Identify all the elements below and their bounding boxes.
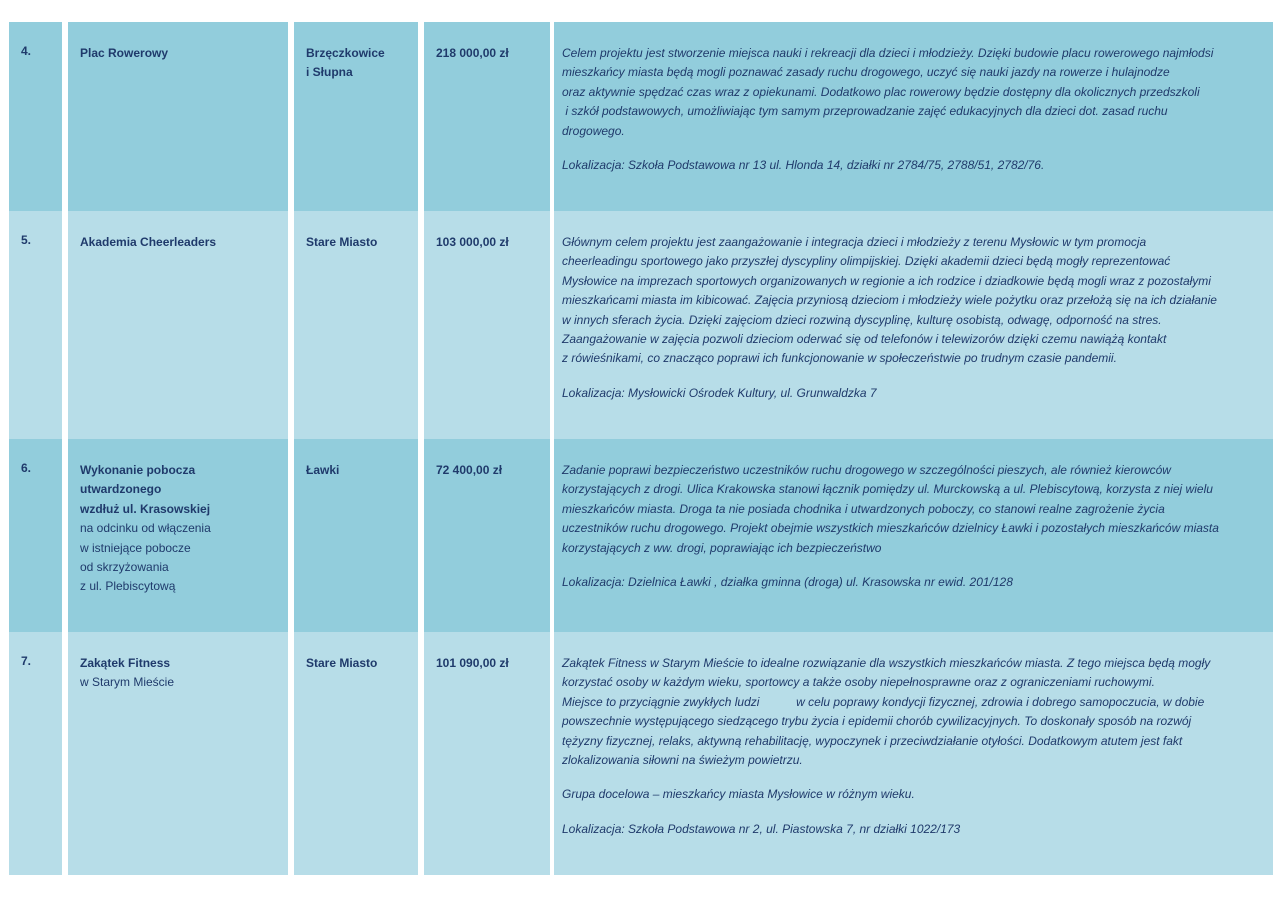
- description-line: mieszkańcami miasta im kibicować. Zajęcia przyniosą dzieciom i młodzieży wiele pożytku oraz przełożą się na ich działanie: [562, 293, 1217, 308]
- description-line: cheerleadingu sportowego jako przyszłej dyscypliny olimpijskiej. Dzięki akademii dzieci będą mogły reprezentować: [562, 254, 1171, 269]
- project-price: 101 090,00 zł: [436, 656, 509, 670]
- district-line: Stare Miasto: [306, 235, 378, 249]
- description-line: w innych sferach życia. Dzięki zajęciom dzieci rozwiną dyscyplinę, kulturę osobistą, odwagę, odporność na stres.: [562, 312, 1162, 327]
- project-name-cell: [68, 439, 288, 632]
- district-cell: [294, 22, 418, 211]
- description-line: Głównym celem projektu jest zaangażowanie i integracja dzieci i młodzieży z terenu Mysłowic w tym promocja: [562, 235, 1147, 249]
- district-cell: [294, 211, 418, 439]
- district-name: [306, 44, 406, 83]
- project-name-line: w istniejące pobocze: [80, 540, 191, 555]
- description-line: korzystających z ww. drogi, poprawiając ich bezpieczeństwo: [562, 540, 882, 555]
- project-name-cell: [68, 22, 288, 211]
- project-name-line: od skrzyżowania: [80, 560, 169, 575]
- price-cell: [424, 632, 550, 875]
- price-cell: [424, 439, 550, 632]
- paragraph-gap: [562, 770, 1253, 785]
- location-text: Lokalizacja: Dzielnica Ławki , działka gminna (droga) ul. Krasowska nr ewid. 201/128: [562, 575, 1013, 590]
- row-number: 5.: [21, 233, 32, 247]
- row-number: 6.: [21, 461, 32, 475]
- paragraph-gap: [562, 558, 1253, 573]
- description-line: i szkół podstawowych, umożliwiając tym samym przeprowadzanie zajęć edukacyjnych dla dzieci dot. zasad ruchu: [562, 104, 1168, 119]
- description-line: mieszkańców miasta. Droga ta nie posiada chodnika i utwardzonych poboczy, co stanowi realne zagrożenie życia: [562, 501, 1165, 516]
- district-name: [306, 233, 406, 252]
- table-row: [9, 439, 1273, 632]
- row-number: 7.: [21, 654, 32, 668]
- description-cell: [554, 211, 1273, 439]
- row-number-cell: [9, 439, 62, 632]
- price-cell: [424, 22, 550, 211]
- project-name-cell: [68, 632, 288, 875]
- district-cell: [294, 632, 418, 875]
- price-cell: [424, 211, 550, 439]
- table-row: [9, 632, 1273, 875]
- description-line: mieszkańcy miasta będą mogli poznawać zasady ruchu drogowego, uczyć się nauki jazdy na rowerze i hulajnodze: [562, 65, 1170, 80]
- district-name: [306, 654, 406, 673]
- project-name-cell: [68, 211, 288, 439]
- project-name-line: Akademia Cheerleaders: [80, 235, 217, 249]
- paragraph-gap: [562, 805, 1253, 820]
- description-line: Mysłowice na imprezach sportowych organizowanych w regionie a ich rodzice i dziadkowie będą mogli wraz z pozostałymi: [562, 273, 1211, 288]
- description-paragraph: Grupa docelowa – mieszkańcy miasta Mysłowice w różnym wieku.: [562, 787, 915, 802]
- project-name-line: Wykonanie pobocza: [80, 463, 196, 477]
- project-price: 218 000,00 zł: [436, 46, 509, 60]
- row-number-cell: [9, 632, 62, 875]
- project-name-line: w Starym Mieście: [80, 675, 175, 690]
- description-line: tężyzny fizycznej, relaks, aktywną rehabilitację, wypoczynek i przeciwdziałanie otyłości. Dodatkowym atutem jest fakt: [562, 733, 1183, 748]
- description-line: Zadanie poprawi bezpieczeństwo uczestników ruchu drogowego w szczególności pieszych, ale również kierowców: [562, 463, 1171, 477]
- project-name-line: z ul. Plebiscytową: [80, 579, 176, 594]
- description-line: zlokalizowania siłowni na świeżym powietrzu.: [562, 753, 803, 768]
- description-line: Zaangażowanie w zajęcia pozwoli dzieciom oderwać się od telefonów i telewizorów dzięki czemu nawiążą kontakt: [562, 332, 1167, 347]
- project-price: 103 000,00 zł: [436, 235, 509, 249]
- description-line: Zakątek Fitness w Starym Mieście to idealne rozwiązanie dla wszystkich mieszkańców miasta. Z tego miejsca będą mogły: [562, 656, 1211, 670]
- description-line: drogowego.: [562, 123, 625, 138]
- district-cell: [294, 439, 418, 632]
- table-row: [9, 211, 1273, 439]
- description-line: z rówieśnikami, co znacząco poprawi ich funkcjonowanie w społeczeństwie po trudnym czasie pandemii.: [562, 351, 1117, 366]
- row-number: 4.: [21, 44, 32, 58]
- district-line: Ławki: [306, 463, 340, 477]
- paragraph-gap: [562, 141, 1253, 156]
- project-name-line: na odcinku od włączenia: [80, 521, 211, 536]
- project-name-line: Zakątek Fitness: [80, 656, 171, 670]
- description-line: oraz aktywnie spędzać czas wraz z opiekunami. Dodatkowo plac rowerowy będzie dostępny dla okolicznych przedszkoli: [562, 84, 1200, 99]
- description-cell: [554, 632, 1273, 875]
- row-number-cell: [9, 211, 62, 439]
- projects-table: [9, 22, 1273, 875]
- district-line: Stare Miasto: [306, 656, 378, 670]
- project-name-line: Plac Rowerowy: [80, 46, 169, 60]
- description-cell: [554, 22, 1273, 211]
- district-name: [306, 461, 406, 480]
- table-row: [9, 22, 1273, 211]
- description-line: uczestników ruchu drogowego. Projekt obejmie wszystkich mieszkańców dzielnicy Ławki i pozostałych mieszkańców miasta: [562, 521, 1219, 536]
- location-text: Lokalizacja: Szkoła Podstawowa nr 2, ul. Piastowska 7, nr działki 1022/173: [562, 821, 961, 836]
- description-line: korzystać osoby w każdym wieku, sportowcy a także osoby niepełnosprawne oraz z ograniczeniami ruchowymi.: [562, 675, 1155, 690]
- district-line: Brzęczkowice: [306, 46, 385, 60]
- description-line: powszechnie występującego siedzącego trybu życia i epidemii chorób cywilizacyjnych. To doskonały sposób na rozwój: [562, 714, 1192, 729]
- district-line: i Słupna: [306, 65, 353, 80]
- location-text: Lokalizacja: Mysłowicki Ośrodek Kultury, ul. Grunwaldzka 7: [562, 385, 877, 400]
- paragraph-gap: [562, 369, 1253, 384]
- description-line: Miejsce to przyciągnie zwykłych ludzi w celu poprawy kondycji fizycznej, zdrowia i dobrego samopoczucia, w dobie: [562, 694, 1205, 709]
- project-name-line: wzdłuż ul. Krasowskiej: [80, 501, 211, 516]
- description-cell: [554, 439, 1273, 632]
- row-number-cell: [9, 22, 62, 211]
- project-price: 72 400,00 zł: [436, 463, 503, 477]
- project-name-line: utwardzonego: [80, 482, 162, 497]
- location-text: Lokalizacja: Szkoła Podstawowa nr 13 ul. Hlonda 14, działki nr 2784/75, 2788/51, 2782/76.: [562, 158, 1045, 173]
- description-line: korzystających z drogi. Ulica Krakowska stanowi łącznik pomiędzy ul. Murckowską a ul. Plebiscytową, korzysta z niej wielu: [562, 482, 1213, 497]
- description-line: Celem projektu jest stworzenie miejsca nauki i rekreacji dla dzieci i młodzieży. Dzięki budowie placu rowerowego najmłodsi: [562, 46, 1214, 60]
